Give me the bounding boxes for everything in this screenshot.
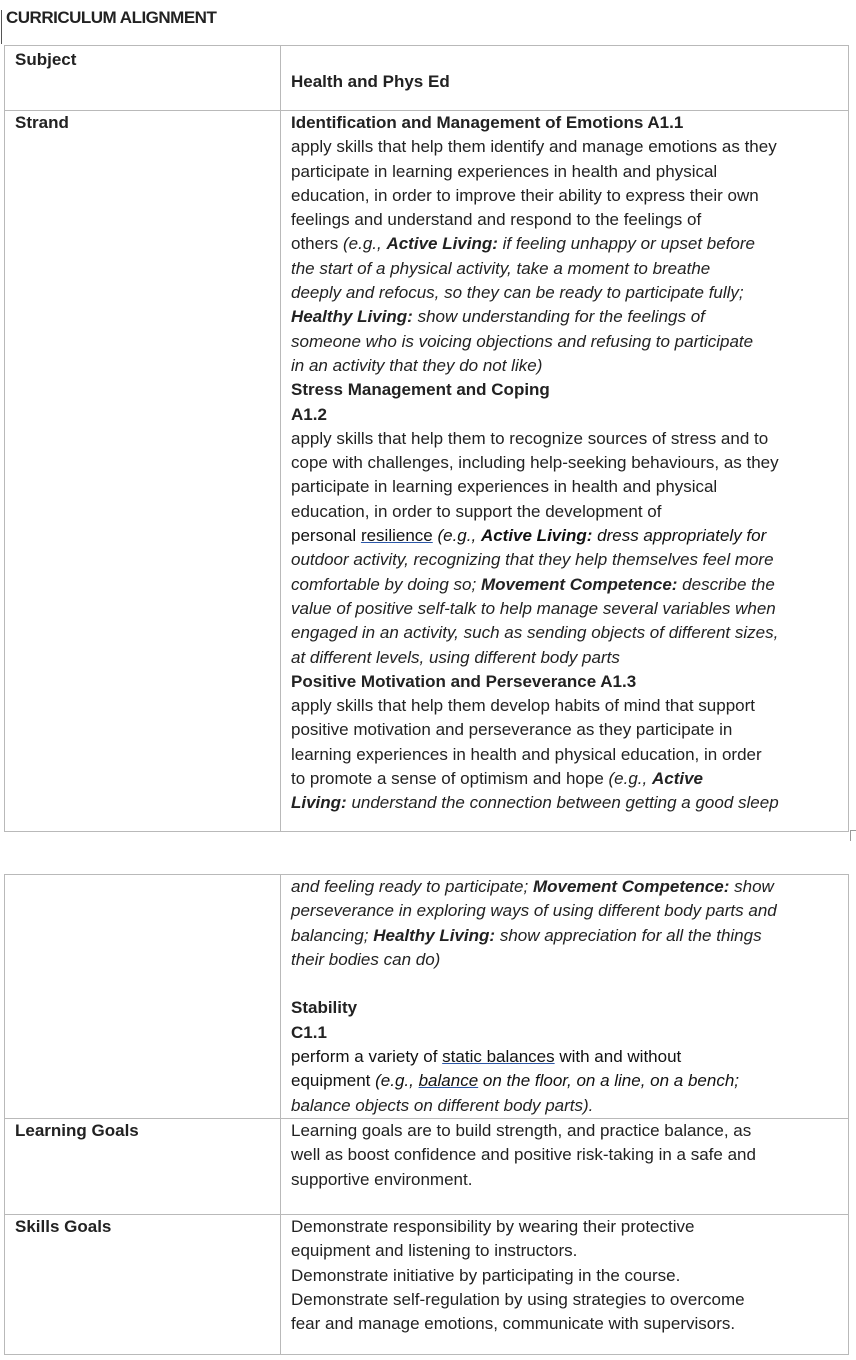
subject-label: Subject: [5, 46, 281, 111]
learning-goals-line-1: Learning goals are to build strength, and practice balance, as: [291, 1120, 752, 1140]
strand-continued-content: [281, 875, 849, 1119]
a12-line-9: engaged in an activity, such as sending objects of different sizes,: [291, 623, 779, 643]
a11-line-3: education, in order to improve their ability to express their own: [291, 185, 759, 205]
a13-l4-active: Active: [651, 769, 704, 789]
a11-line-10: in an activity that they do not like): [291, 355, 543, 375]
skills-goals-line-5: fear and manage emotions, communicate with supervisors.: [291, 1314, 736, 1334]
a13-l4-plain: to promote a sense of optimism and hope: [291, 769, 609, 789]
learning-goals-label: Learning Goals: [5, 1118, 281, 1214]
cont-l3-healthy: Healthy Living:: [373, 925, 496, 945]
a11-line-9: someone who is voicing objections and refusing to participate: [291, 331, 754, 351]
skills-goals-label: Skills Goals: [5, 1214, 281, 1354]
c11-l2-rest: on the floor, on a line, on a bench;: [478, 1071, 740, 1091]
a11-l5-plain: others: [291, 234, 343, 254]
learning-goals-line-2: well as boost confidence and positive risk-taking in a safe and: [291, 1145, 756, 1165]
a12-l5-rest: dress appropriately for: [592, 526, 767, 546]
a11-l8-rest: show understanding for the feelings of: [412, 307, 705, 327]
a11-line-5: [291, 232, 844, 256]
a13-line-3: learning experiences in health and physical education, in order: [291, 744, 762, 764]
stability-title: Stability: [291, 998, 358, 1018]
a12-code: A1.2: [291, 404, 327, 424]
c11-line-2: [291, 1069, 844, 1093]
table-row-learning-goals: [5, 1118, 849, 1214]
strand-continued-label: [5, 875, 281, 1119]
learning-goals-line-3: supportive environment.: [291, 1169, 473, 1189]
c11-l1-rest: with and without: [554, 1047, 682, 1067]
a11-line-2: participate in learning experiences in health and physical: [291, 161, 718, 181]
stability-code: C1.1: [291, 1022, 327, 1042]
cont-l1-plain: and feeling ready to participate;: [291, 877, 533, 896]
table-row-skills-goals: [5, 1214, 849, 1354]
cont-l1-rest: show: [729, 877, 774, 896]
resilience-link[interactable]: resilience: [360, 526, 433, 546]
cont-l3-rest: show appreciation for all the things: [495, 925, 762, 945]
a11-line-6: the start of a physical activity, take a moment to breathe: [291, 258, 711, 278]
a13-line-2: positive motivation and perseverance as they participate in: [291, 720, 733, 740]
a11-line-1: apply skills that help them identify and manage emotions as they: [291, 137, 777, 157]
balance-link[interactable]: balance: [418, 1071, 479, 1091]
cont-line-3: [291, 924, 844, 948]
table-row-subject: [5, 46, 849, 111]
a13-title: Positive Motivation and Perseverance A1.3: [291, 671, 637, 691]
a12-line-8: value of positive self-talk to help manage several variables when: [291, 598, 776, 618]
curriculum-table-part-1: [4, 45, 849, 832]
a12-line-2: cope with challenges, including help-seeking behaviours, as they: [291, 453, 779, 473]
static-balances-link[interactable]: static balances: [442, 1047, 555, 1067]
a12-title: Stress Management and Coping: [291, 380, 550, 400]
page-title: CURRICULUM ALIGNMENT: [6, 8, 217, 27]
a11-title: Identification and Management of Emotions A1.1: [291, 113, 684, 132]
a12-l5-plain: personal: [291, 526, 361, 546]
c11-l2-eg: (e.g.,: [375, 1071, 419, 1091]
c11-l1-plain: perform a variety of: [291, 1047, 443, 1067]
skills-goals-line-2: equipment and listening to instructors.: [291, 1241, 578, 1261]
a12-line-10: at different levels, using different body parts: [291, 647, 620, 667]
a12-line-5: [291, 524, 844, 548]
table-row-strand: [5, 111, 849, 832]
a11-l5-active-living: Active Living:: [386, 234, 498, 254]
a11-line-8: [291, 305, 844, 329]
skills-goals-line-3: Demonstrate initiative by participating in the course.: [291, 1265, 681, 1285]
skills-goals-line-1: Demonstrate responsibility by wearing their protective: [291, 1216, 695, 1236]
a13-l5-rest: understand the connection between getting a good sleep: [346, 793, 779, 813]
a11-l8-healthy-living: Healthy Living:: [291, 307, 413, 327]
a11-l5-rest: if feeling unhappy or upset before: [497, 234, 755, 254]
learning-goals-content: [281, 1118, 849, 1214]
table-row-strand-continued: [5, 875, 849, 1119]
c11-line-3: balance objects on different body parts).: [291, 1095, 594, 1115]
a12-l7-rest: describe the: [677, 574, 775, 594]
a12-l5-eg: (e.g.,: [432, 526, 481, 546]
a12-line-3: participate in learning experiences in health and physical: [291, 477, 718, 497]
curriculum-table-part-2: [4, 874, 849, 1355]
page-corner-mark: [850, 830, 856, 841]
strand-label: Strand: [5, 111, 281, 832]
cont-line-2: perseverance in exploring ways of using different body parts and: [291, 901, 777, 921]
cont-line-4: their bodies can do): [291, 949, 441, 969]
subject-value: [281, 46, 849, 111]
a13-l5-living: Living:: [291, 793, 347, 813]
a13-line-1: apply skills that help them develop habits of mind that support: [291, 696, 755, 716]
a11-line-4: feelings and understand and respond to the feelings of: [291, 210, 702, 230]
cont-l1-movement: Movement Competence:: [532, 877, 730, 896]
cont-l3-plain: balancing;: [291, 925, 374, 945]
a13-line-4: [291, 767, 844, 791]
a13-l4-eg: (e.g.,: [608, 769, 652, 789]
cont-blank-line: [291, 972, 844, 996]
a12-line-7: [291, 573, 844, 597]
text-cursor: [1, 10, 2, 44]
a12-l7-plain: comfortable by doing so;: [291, 574, 481, 594]
a12-l7-movement: Movement Competence:: [480, 574, 678, 594]
a13-line-5: [291, 791, 844, 815]
a12-line-1: apply skills that help them to recognize sources of stress and to: [291, 428, 769, 448]
c11-l2-plain: equipment: [291, 1071, 376, 1091]
skills-goals-line-4: Demonstrate self-regulation by using strategies to overcome: [291, 1289, 745, 1309]
a12-l5-active-living: Active Living:: [480, 526, 593, 546]
a11-line-7: deeply and refocus, so they can be ready to participate fully;: [291, 283, 744, 303]
subject-value-text: Health and Phys Ed: [291, 72, 450, 91]
a12-line-4: education, in order to support the development of: [291, 501, 662, 521]
skills-goals-content: [281, 1214, 849, 1354]
strand-content: [281, 111, 849, 832]
a12-line-6: outdoor activity, recognizing that they help themselves feel more: [291, 550, 774, 570]
cont-line-1: [291, 875, 844, 899]
a11-l5-eg: (e.g.,: [342, 234, 387, 254]
c11-line-1: [291, 1045, 844, 1069]
